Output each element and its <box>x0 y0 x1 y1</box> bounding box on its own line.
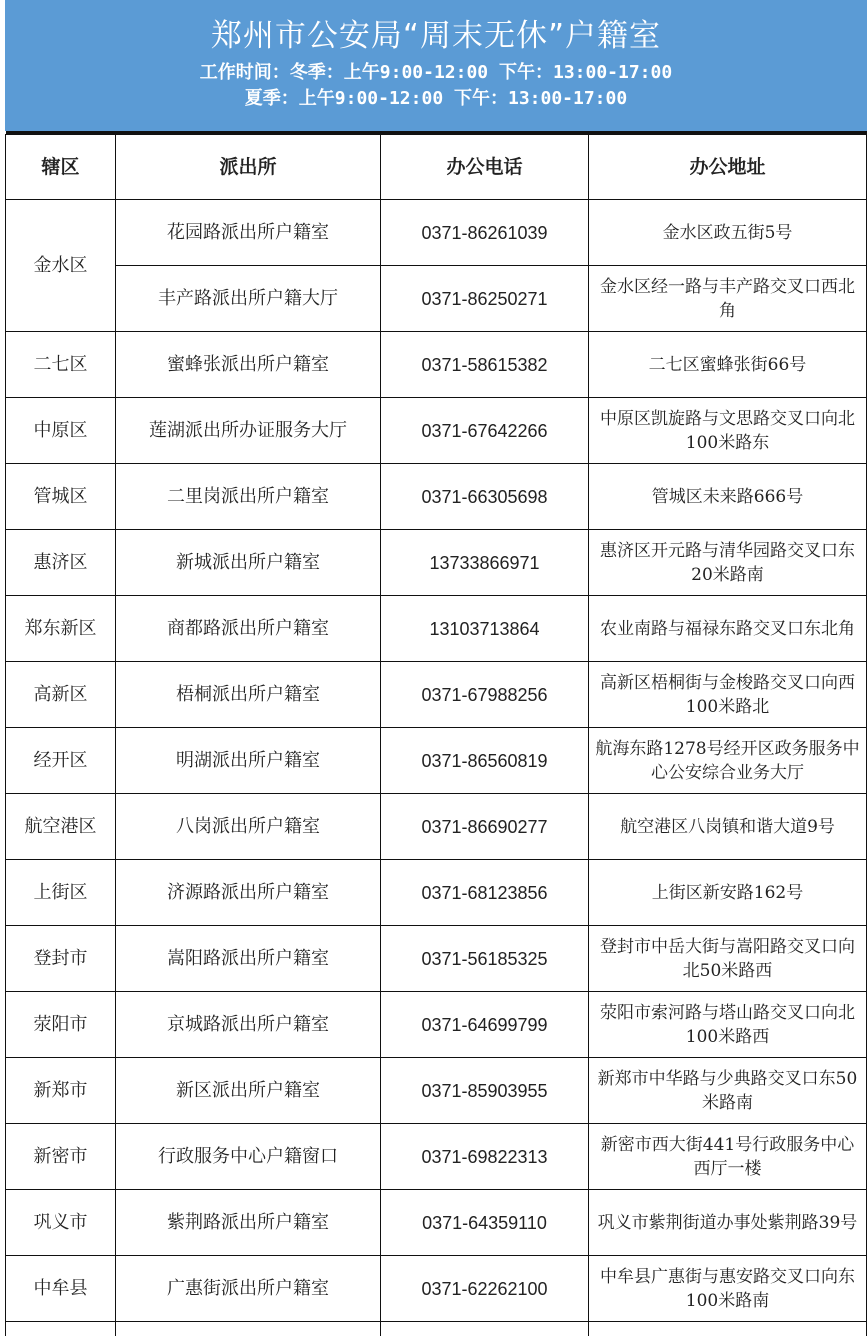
table-row <box>6 794 867 860</box>
station-cell: 行政服务中心户籍窗口 <box>116 1124 381 1190</box>
address-cell: 农业南路与福禄东路交叉口东北角 <box>589 596 867 662</box>
table-row <box>6 398 867 464</box>
phone-cell: 0371-58615382 <box>381 332 589 398</box>
address-cell: 金水区政五街5号 <box>589 200 867 266</box>
table-row <box>6 530 867 596</box>
address-cell: 荥阳市索河路与塔山路交叉口向北100米路西 <box>589 992 867 1058</box>
station-cell: 二里岗派出所户籍室 <box>116 464 381 530</box>
empty-cell <box>6 1322 116 1337</box>
address-cell: 新密市西大街441号行政服务中心西厅一楼 <box>589 1124 867 1190</box>
district-cell: 金水区 <box>6 200 116 332</box>
title-banner <box>5 0 867 131</box>
district-cell: 中牟县 <box>6 1256 116 1322</box>
station-cell: 莲湖派出所办证服务大厅 <box>116 398 381 464</box>
address-cell: 管城区未来路666号 <box>589 464 867 530</box>
address-cell: 二七区蜜蜂张街66号 <box>589 332 867 398</box>
district-cell: 登封市 <box>6 926 116 992</box>
station-cell: 梧桐派出所户籍室 <box>116 662 381 728</box>
table-row <box>6 332 867 398</box>
station-cell: 紫荆路派出所户籍室 <box>116 1190 381 1256</box>
phone-cell: 0371-66305698 <box>381 464 589 530</box>
phone-cell: 0371-62262100 <box>381 1256 589 1322</box>
phone-cell: 0371-86261039 <box>381 200 589 266</box>
station-cell: 嵩阳路派出所户籍室 <box>116 926 381 992</box>
hours-summer: 夏季：上午9:00-12:00 下午：13:00-17:00 <box>244 88 628 109</box>
table-row <box>6 266 867 332</box>
address-cell: 高新区梧桐街与金梭路交叉口向西100米路北 <box>589 662 867 728</box>
table-row <box>6 662 867 728</box>
table-row <box>6 1124 867 1190</box>
page-title: 郑州市公安局“周末无休”户籍室 <box>210 18 662 54</box>
address-cell: 中原区凯旋路与文思路交叉口向北100米路东 <box>589 398 867 464</box>
address-cell: 航海东路1278号经开区政务服务中心公安综合业务大厅 <box>589 728 867 794</box>
header-district: 辖区 <box>6 135 116 200</box>
address-cell: 登封市中岳大街与嵩阳路交叉口向北50米路西 <box>589 926 867 992</box>
district-cell: 上街区 <box>6 860 116 926</box>
station-cell: 商都路派出所户籍室 <box>116 596 381 662</box>
registry-office-table <box>5 131 867 1336</box>
district-cell: 二七区 <box>6 332 116 398</box>
phone-cell: 0371-67988256 <box>381 662 589 728</box>
address-cell: 航空港区八岗镇和谐大道9号 <box>589 794 867 860</box>
phone-cell: 0371-56185325 <box>381 926 589 992</box>
station-cell: 蜜蜂张派出所户籍室 <box>116 332 381 398</box>
phone-cell: 0371-64359110 <box>381 1190 589 1256</box>
station-cell: 新区派出所户籍室 <box>116 1058 381 1124</box>
station-cell: 新城派出所户籍室 <box>116 530 381 596</box>
table-row <box>6 1058 867 1124</box>
table-row <box>6 926 867 992</box>
table-row <box>6 1190 867 1256</box>
header-station: 派出所 <box>116 135 381 200</box>
district-cell: 管城区 <box>6 464 116 530</box>
address-cell: 中牟县广惠街与惠安路交叉口向东100米路南 <box>589 1256 867 1322</box>
district-cell: 经开区 <box>6 728 116 794</box>
district-cell: 荥阳市 <box>6 992 116 1058</box>
header-phone: 办公电话 <box>381 135 589 200</box>
phone-cell: 0371-68123856 <box>381 860 589 926</box>
phone-cell: 0371-85903955 <box>381 1058 589 1124</box>
empty-cell <box>381 1322 589 1337</box>
table-row <box>6 860 867 926</box>
hours-winter: 工作时间：冬季：上午9:00-12:00 下午：13:00-17:00 <box>199 62 673 83</box>
district-cell: 新郑市 <box>6 1058 116 1124</box>
station-cell: 明湖派出所户籍室 <box>116 728 381 794</box>
table-row <box>6 992 867 1058</box>
phone-cell: 13103713864 <box>381 596 589 662</box>
station-cell: 京城路派出所户籍室 <box>116 992 381 1058</box>
phone-cell: 0371-64699799 <box>381 992 589 1058</box>
district-cell: 航空港区 <box>6 794 116 860</box>
district-cell: 惠济区 <box>6 530 116 596</box>
table-row <box>6 1256 867 1322</box>
station-cell: 广惠街派出所户籍室 <box>116 1256 381 1322</box>
district-cell: 高新区 <box>6 662 116 728</box>
address-cell: 金水区经一路与丰产路交叉口西北角 <box>589 266 867 332</box>
table-row <box>6 728 867 794</box>
address-cell: 新郑市中华路与少典路交叉口东50米路南 <box>589 1058 867 1124</box>
table-row <box>6 596 867 662</box>
address-cell: 惠济区开元路与清华园路交叉口东20米路南 <box>589 530 867 596</box>
station-cell: 八岗派出所户籍室 <box>116 794 381 860</box>
phone-cell: 0371-86250271 <box>381 266 589 332</box>
table-row-cutoff <box>6 1322 867 1337</box>
empty-cell <box>116 1322 381 1337</box>
district-cell: 新密市 <box>6 1124 116 1190</box>
phone-cell: 0371-86560819 <box>381 728 589 794</box>
district-cell: 郑东新区 <box>6 596 116 662</box>
table-row <box>6 200 867 266</box>
address-cell: 上街区新安路162号 <box>589 860 867 926</box>
station-cell: 济源路派出所户籍室 <box>116 860 381 926</box>
phone-cell: 13733866971 <box>381 530 589 596</box>
table-row <box>6 464 867 530</box>
table-header-row <box>6 135 867 200</box>
district-cell: 中原区 <box>6 398 116 464</box>
phone-cell: 0371-67642266 <box>381 398 589 464</box>
station-cell: 花园路派出所户籍室 <box>116 200 381 266</box>
phone-cell: 0371-86690277 <box>381 794 589 860</box>
address-cell: 巩义市紫荆街道办事处紫荆路39号 <box>589 1190 867 1256</box>
station-cell: 丰产路派出所户籍大厅 <box>116 266 381 332</box>
phone-cell: 0371-69822313 <box>381 1124 589 1190</box>
header-address: 办公地址 <box>589 135 867 200</box>
district-cell: 巩义市 <box>6 1190 116 1256</box>
empty-cell <box>589 1322 867 1337</box>
